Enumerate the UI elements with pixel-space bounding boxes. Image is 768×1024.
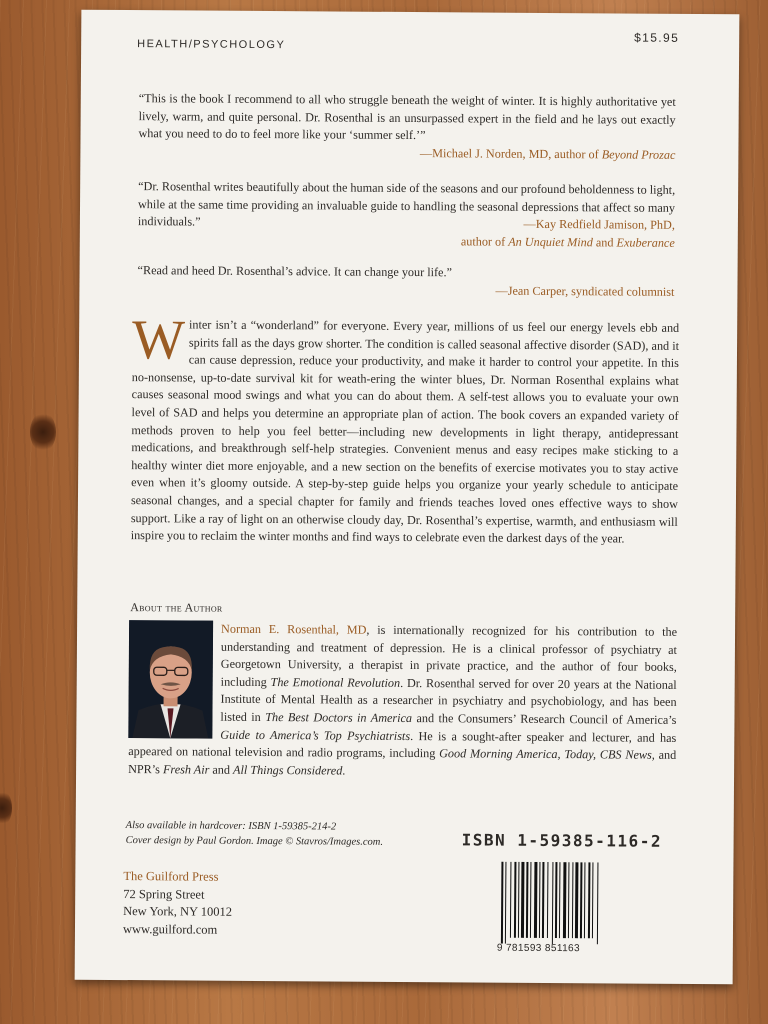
barcode-bar	[559, 862, 561, 938]
description-text: inter isn’t a “wonderland” for everyone. Every year, millions of us feel our energy levels ebb and spirits fall as the days grow shorter. The condition is called seasonal affective disorder (SAD), and it can cause depression, reduce your productivity, and make it harder to control your appetite. In this no-nonsense, up-to-date survival kit for weath-ering the winter blues, Dr. Norman Rosenthal explains what causes seasonal mood swings and what you can do about them. A self-test allows you to evaluate your own level of SAD and helps you determine an appropriate plan of action. The book covers an expanded variety of methods proven to help you feel better—including new developments in light therapy, antidepressant medications, and breakthrough self-help strategies. Convenient menus and easy recipes make sticking to a healthy winter diet more enjoyable, and a new section on the benefits of exercise motivates you to stay active even when it’s gloomy outside. A step-by-step guide helps you organize your yearly schedule to anticipate seasonal changes, and a special chapter for family and friends teaches loved ones effective ways to show support. Like a ray of light on an otherwise cloudy day, Dr. Rosenthal’s expertise, warmth, and enthusiasm will inspire you to reclaim the winter months and find ways to celebrate even the darkest days of the year.	[130, 317, 680, 546]
quote-text: “This is the book I recommend to all who struggle beneath the weight of winter. It is highly authoritative yet lively, warm, and quite personal. Dr. Rosenthal is an unsurpassed expert in the field and he lays out exactly what you need to do to feel more like your ‘summer self.’”	[138, 91, 676, 143]
barcode-bar	[505, 862, 507, 944]
barcode-bar	[501, 862, 504, 944]
barcode-bar	[597, 862, 599, 944]
quote-1	[138, 90, 675, 164]
publisher-block	[123, 868, 232, 939]
quote-text: “Read and heed Dr. Rosenthal’s advice. It can change your life.”	[137, 263, 453, 280]
quote-3	[137, 262, 674, 301]
barcode-bar	[563, 862, 567, 938]
barcode-bar	[547, 862, 549, 938]
drop-cap: W	[131, 309, 186, 372]
barcode-bar	[555, 862, 558, 938]
about-author-heading: About the Author	[130, 600, 223, 615]
quote-attribution: —Kay Redfield Jamison, PhD,	[523, 216, 675, 232]
publisher-city: New York, NY 10012	[123, 904, 233, 919]
barcode-bar	[552, 862, 554, 944]
author-bio: Norman E. Rosenthal, MD, is internationally recognized for his contribution to the understanding and treatment of depression. He is a clinical professor of psychiatry at Georgetown University, a therapist in private practice, and the author of four books, including The Emotional Revolution. Dr. Rosenthal served for over 20 years at the National Institute of Mental Health as a researcher in psychiatry and psychobiology, and has been listed in The Best Doctors in America and the Consumers’ Research Council of America’s Guide to America’s Top Psychiatrists. He is a sought-after speaker and lecturer, and has appeared on national television and radio programs, including Good Morning America, Today, CBS News, and NPR’s Fresh Air and All Things Considered.	[128, 621, 678, 778]
barcode-bar	[514, 862, 517, 938]
category-label: HEALTH/PSYCHOLOGY	[137, 38, 286, 52]
publisher-name: The Guilford Press	[123, 869, 219, 884]
barcode-number: 9 781593 851163	[496, 942, 581, 955]
barcode-bar	[510, 862, 512, 938]
barcode-bar	[542, 862, 545, 938]
quote-attribution: —Michael J. Norden, MD, author of Beyond Prozac	[419, 145, 676, 162]
publisher-street: 72 Spring Street	[123, 886, 205, 902]
barcode	[496, 862, 624, 955]
book-description	[130, 309, 680, 549]
barcode-bar	[568, 862, 570, 938]
barcode-bar	[539, 862, 541, 938]
quote-attribution: —Jean Carper, syndicated columnist	[495, 283, 675, 299]
edition-notes	[126, 818, 384, 850]
cover-design-credit: Cover design by Paul Gordon. Image © Stavros/Images.com.	[125, 835, 384, 848]
book-back-cover	[75, 10, 740, 985]
barcode-bar	[521, 862, 525, 938]
quote-attribution-2: author of An Unquiet Mind and Exuberance	[460, 233, 675, 250]
barcode-bar	[592, 862, 594, 938]
hardcover-note: Also available in hardcover: ISBN 1-59385-214-2	[125, 820, 337, 833]
isbn-label: ISBN 1-59385-116-2	[461, 830, 663, 851]
publisher-web: www.guilford.com	[122, 921, 218, 937]
quote-text: “Dr. Rosenthal writes beautifully about the human side of the seasons and our profound beholdenness to light, while at the same time providing an invaluable guide to handling the seasonal depressions that affect so many individuals.”	[137, 179, 676, 229]
barcode-bar	[530, 862, 532, 938]
barcode-bar	[534, 862, 538, 938]
wood-knot	[0, 790, 12, 826]
barcode-bar	[526, 862, 529, 938]
barcode-bar	[584, 862, 586, 938]
barcode-bar	[572, 862, 574, 938]
barcode-bar	[580, 862, 583, 938]
barcode-bar	[575, 862, 579, 938]
author-name: Norman E. Rosenthal, MD	[221, 621, 367, 637]
barcode-bar	[518, 862, 520, 938]
wood-knot	[30, 412, 56, 452]
quote-2	[138, 178, 675, 252]
barcode-bar	[588, 862, 591, 938]
price-label: $15.95	[634, 30, 680, 45]
